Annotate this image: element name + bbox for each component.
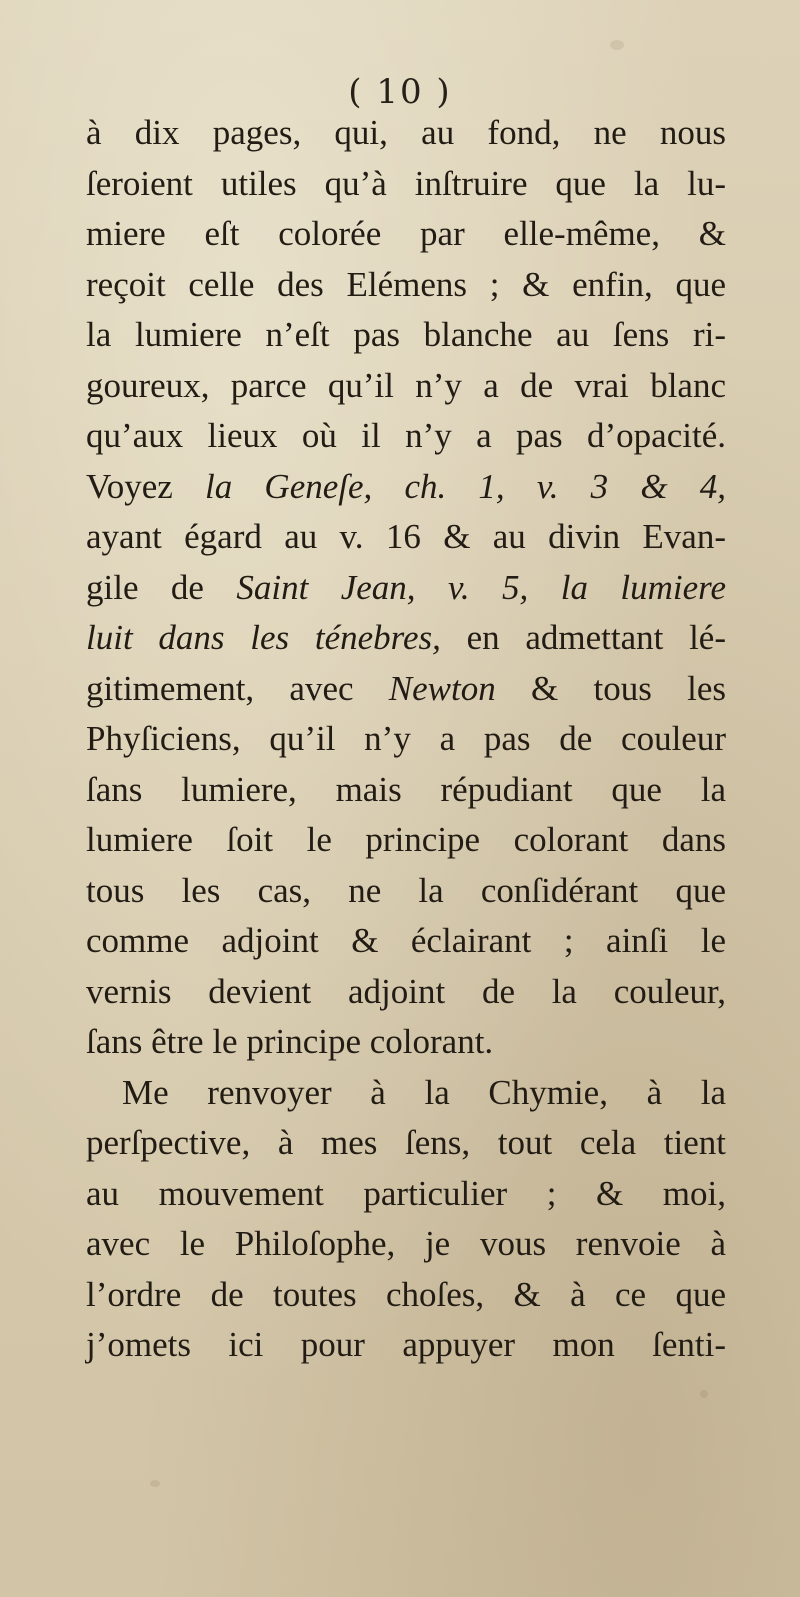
text-line: perſpective, à mes ſens, tout cela tient — [86, 1123, 726, 1162]
text-line: comme adjoint & éclairant ; ainſi le — [86, 921, 726, 960]
text-line: l’ordre de toutes choſes, & à ce que — [86, 1274, 726, 1314]
text-line: la lumiere n’eſt pas blanche au ſens ri- — [86, 315, 726, 354]
foxing-spot — [610, 40, 624, 50]
text-segment: en admettant lé- — [440, 618, 726, 657]
text-segment: gitimement, avec — [86, 668, 354, 708]
text-segment: Voyez — [86, 466, 173, 506]
text-line: ſans être le principe colorant. — [86, 1022, 494, 1061]
body-text — [86, 108, 726, 1371]
text-line — [86, 613, 726, 664]
text-line: ſeroient utiles qu’à inſtruire que la lu- — [86, 163, 726, 203]
gospel-reference: Saint Jean, v. 5, — [236, 567, 529, 607]
text-line: Me renvoyer à la Chymie, à la — [122, 1072, 726, 1112]
text-segment: & tous les — [495, 668, 726, 708]
text-line: ayant égard au v. 16 & au divin Evan- — [86, 517, 726, 556]
text-line: Phyſiciens, qu’il n’y a pas de couleur — [86, 719, 726, 758]
text-line: reçoit celle des Elémens ; & enfin, que — [86, 264, 726, 304]
text-line — [86, 462, 726, 513]
text-line — [86, 664, 726, 715]
page-number: ( 10 ) — [348, 72, 452, 112]
text-line: goureux, parce qu’il n’y a de vrai blanc — [86, 365, 726, 405]
text-line: lumiere ſoit le principe colorant dans — [86, 820, 726, 859]
text-line: avec le Philoſophe, je vous renvoie à — [86, 1224, 726, 1263]
text-line: tous les cas, ne la conſidérant que — [86, 870, 726, 910]
text-line: ſans lumiere, mais répudiant que la — [86, 769, 726, 809]
text-line: à dix pages, qui, au fond, ne nous — [86, 113, 726, 152]
text-line — [86, 563, 726, 614]
author-name: Newton — [388, 668, 496, 708]
bible-reference: la Geneſe, ch. 1, v. 3 & 4, — [205, 466, 726, 506]
foxing-spot — [700, 1390, 708, 1398]
foxing-spot — [150, 1480, 160, 1487]
quote-text: la lumiere — [560, 567, 726, 607]
text-line: vernis devient adjoint de la couleur, — [86, 971, 726, 1011]
text-segment: gile de — [86, 567, 204, 607]
text-line: miere eſt colorée par elle-même, & — [86, 214, 726, 253]
text-line: au mouvement particulier ; & moi, — [86, 1173, 726, 1213]
quote-text: luit dans les ténebres, — [86, 618, 441, 657]
text-line: qu’aux lieux où il n’y a pas d’opacité. — [86, 416, 726, 455]
text-line: j’omets ici pour appuyer mon ſenti- — [86, 1325, 726, 1364]
